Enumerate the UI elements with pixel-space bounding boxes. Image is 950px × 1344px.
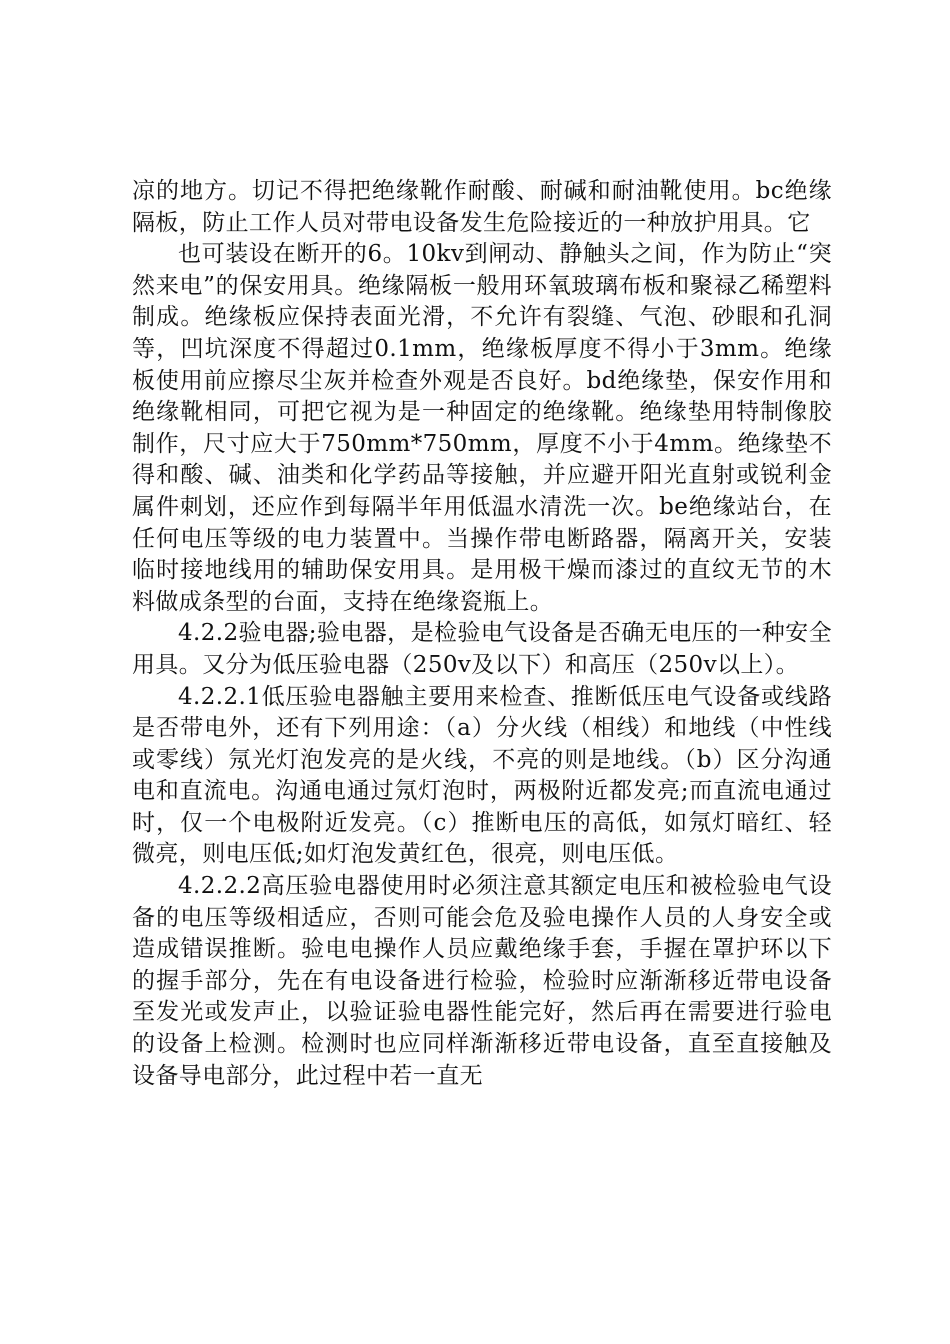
paragraph-continued: 凉的地方。切记不得把绝缘靴作耐酸、耐碱和耐油靴使用。bc绝缘隔板，防止工作人员对带电设备发生危险接近的一种放护用具。它: [132, 178, 832, 236]
paragraph-high-voltage-tester: 4.2.2.2高压验电器使用时必须注意其额定电压和被检验电气设备的电压等级相适应，否则可能会危及验电操作人员的人身安全或造成错误推断。验电电操作人员应戴绝缘手套，手握在罩护环以下的握手部分，先在有电设备进行检验，检验时应渐渐移近带电设备至发光或发声止，以验证验电器性能完好，然后再在需要进行验电的设备上检测。检测时也应同样渐渐移近带电设备，直至直接触及设备导电部分，此过程中若一直无: [132, 873, 832, 1089]
paragraph-low-voltage-tester: 4.2.2.1低压验电器触主要用来检查、推断低压电气设备或线路是否带电外，还有下列用途：（a）分火线（相线）和地线（中性线或零线）氖光灯泡发亮的是火线，不亮的则是地线。（b）区分沟通电和直流电。沟通电通过氖灯泡时，两极附近都发亮;而直流电通过时，仅一个电极附近发亮。（c）推断电压的高低，如氖灯暗红、轻微亮，则电压低;如灯泡发黄红色，很亮，则电压低。: [132, 683, 832, 868]
document-body: [132, 176, 832, 1092]
paragraph-insulating-boards: 也可装设在断开的6。10kv到闸动、静触头之间，作为防止“突然来电”的保安用具。绝缘隔板一般用环氧玻璃布板和聚禄乙稀塑料制成。绝缘板应保持表面光滑，不允许有裂缝、气泡、砂眼和孔洞等，凹坑深度不得超过0.1mm，绝缘板厚度不得小于3mm。绝缘板使用前应擦尽尘灰并检查外观是否良好。bd绝缘垫，保安作用和绝缘靴相同，可把它视为是一种固定的绝缘靴。绝缘垫用特制像胶制作，尺寸应大于750mm*750mm，厚度不小于4mm。绝缘垫不得和酸、碱、油类和化学药品等接触，并应避开阳光直射或锐利金属件刺划，还应作到每隔半年用低温水清洗一次。be绝缘站台，在任何电压等级的电力装置中。当操作带电断路器，隔离开关，安装临时接地线用的辅助保安用具。是用极干燥而漆过的直纹无节的木料做成条型的台面，支持在绝缘瓷瓶上。: [132, 241, 832, 615]
paragraph-voltage-tester: 4.2.2验电器;验电器，是检验电气设备是否确无电压的一种安全用具。又分为低压验电器（250v及以下）和高压（250v以上）。: [132, 620, 832, 678]
